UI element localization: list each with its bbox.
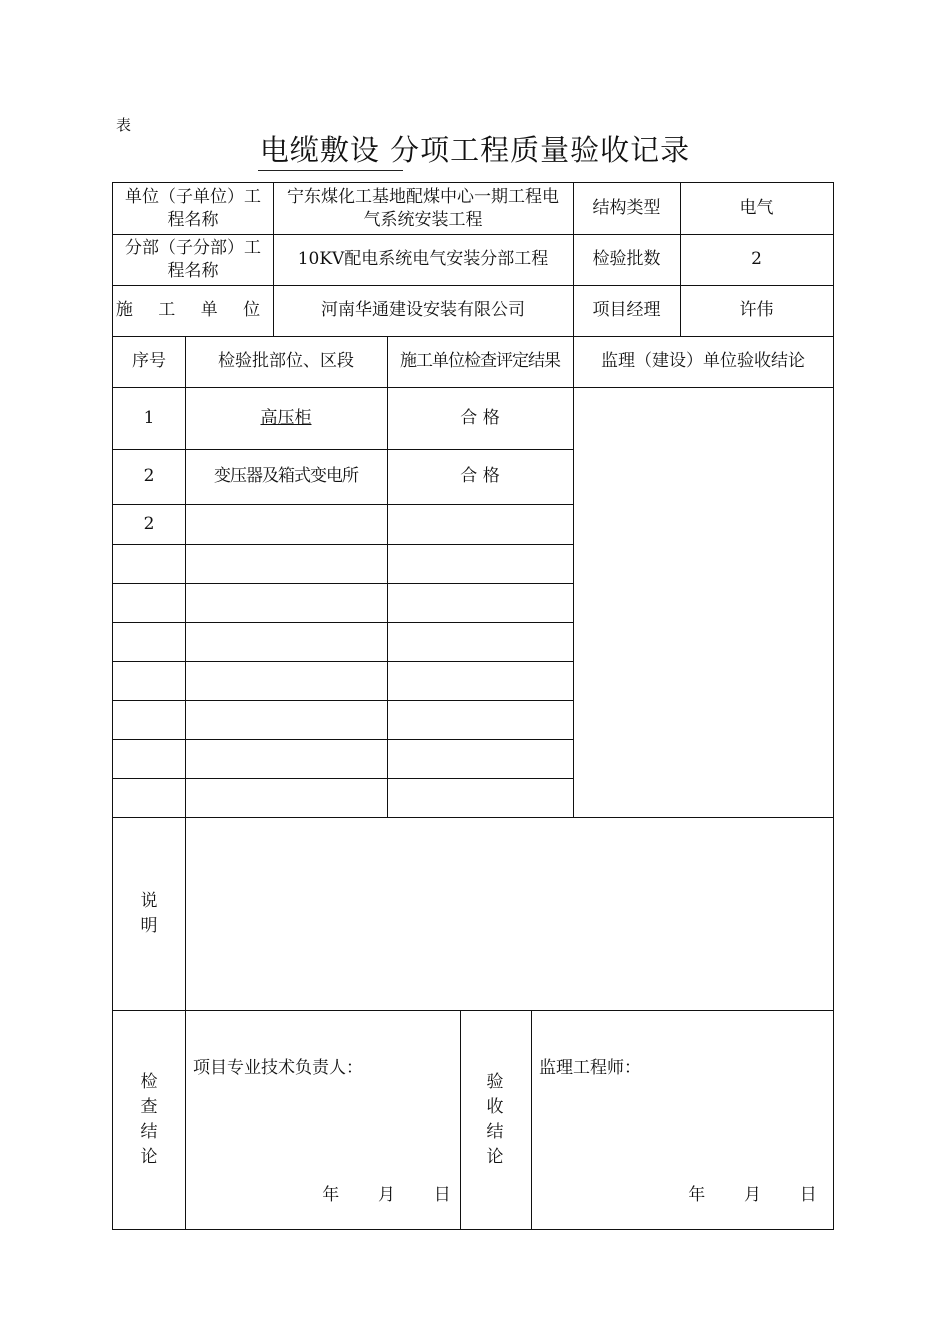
table-row-location [185, 739, 387, 778]
column-header-location: 检验批部位、区段 [218, 351, 354, 371]
col-divider [531, 1010, 532, 1229]
table-row-seq: 2 [143, 513, 155, 534]
table-row-location [185, 661, 387, 700]
col-divider [573, 336, 574, 817]
check-conclusion-label: 检查结论 [140, 1071, 158, 1167]
table-row-seq [113, 739, 185, 778]
table-row-result [387, 700, 573, 739]
table-row-location [185, 622, 387, 661]
table-row-location [185, 778, 387, 817]
table-row-seq [113, 661, 185, 700]
table-row-location [185, 504, 387, 544]
table-row-seq: 1 [143, 407, 155, 428]
structure-type-label: 结构类型 [592, 198, 661, 218]
unit-name-label: 单位（子单位）工程名称 [125, 186, 261, 230]
table-row-result [387, 504, 573, 544]
column-header-supervisor-result: 监理（建设）单位验收结论 [601, 351, 805, 371]
accept-date-label: 年 月 日 [688, 1184, 817, 1205]
table-row-seq [113, 544, 185, 583]
division-name-label: 分部（子分部）工程名称 [125, 237, 261, 281]
table-row-seq [113, 622, 185, 661]
table-row-result [387, 622, 573, 661]
structure-type-value: 电气 [739, 198, 774, 218]
supervisor-signature-label: 监理工程师： [539, 1057, 641, 1078]
unit-name-value: 宁东煤化工基地配煤中心一期工程电气系统安装工程 [287, 186, 559, 230]
project-manager-value: 许伟 [739, 300, 774, 320]
check-date-label: 年 月 日 [322, 1184, 451, 1205]
division-name-value: 10KV配电系统电气安装分部工程 [297, 249, 549, 269]
table-row-location: 变压器及箱式变电所 [214, 466, 358, 486]
column-header-contractor-result: 施工单位检查评定结果 [400, 351, 560, 371]
table-row-location [185, 700, 387, 739]
table-row-location [185, 544, 387, 583]
page-title: 电缆敷设 分项工程质量验收记录 [259, 133, 691, 167]
form-label: 表 [116, 116, 132, 134]
table-row-seq [113, 700, 185, 739]
notes-label: 说明 [140, 890, 158, 936]
tech-lead-signature-label: 项目专业技术负责人： [193, 1057, 363, 1078]
table-row-seq: 2 [143, 466, 155, 486]
table-row-result: 合 格 [460, 466, 500, 486]
row-divider [113, 817, 833, 818]
title-underline [258, 170, 403, 171]
table-row-result [387, 544, 573, 583]
row-divider [113, 1010, 833, 1011]
table-row-result [387, 739, 573, 778]
contractor-value: 河南华通建设安装有限公司 [321, 300, 525, 320]
contractor-label: 施 工 单 位 [115, 300, 271, 320]
col-divider [460, 1010, 461, 1229]
record-table [112, 182, 834, 1230]
table-row-location: 高压柜 [260, 407, 312, 428]
table-row-result: 合 格 [460, 407, 500, 428]
acceptance-conclusion-label: 验收结论 [486, 1071, 504, 1167]
table-row-seq [113, 583, 185, 622]
table-row-result [387, 661, 573, 700]
table-row-result [387, 583, 573, 622]
batch-count-value: 2 [751, 249, 762, 269]
batch-count-label: 检验批数 [592, 249, 661, 269]
table-row-seq [113, 778, 185, 817]
table-row-location [185, 583, 387, 622]
table-row-result [387, 778, 573, 817]
project-manager-label: 项目经理 [592, 300, 661, 320]
column-header-seq: 序号 [132, 351, 166, 371]
